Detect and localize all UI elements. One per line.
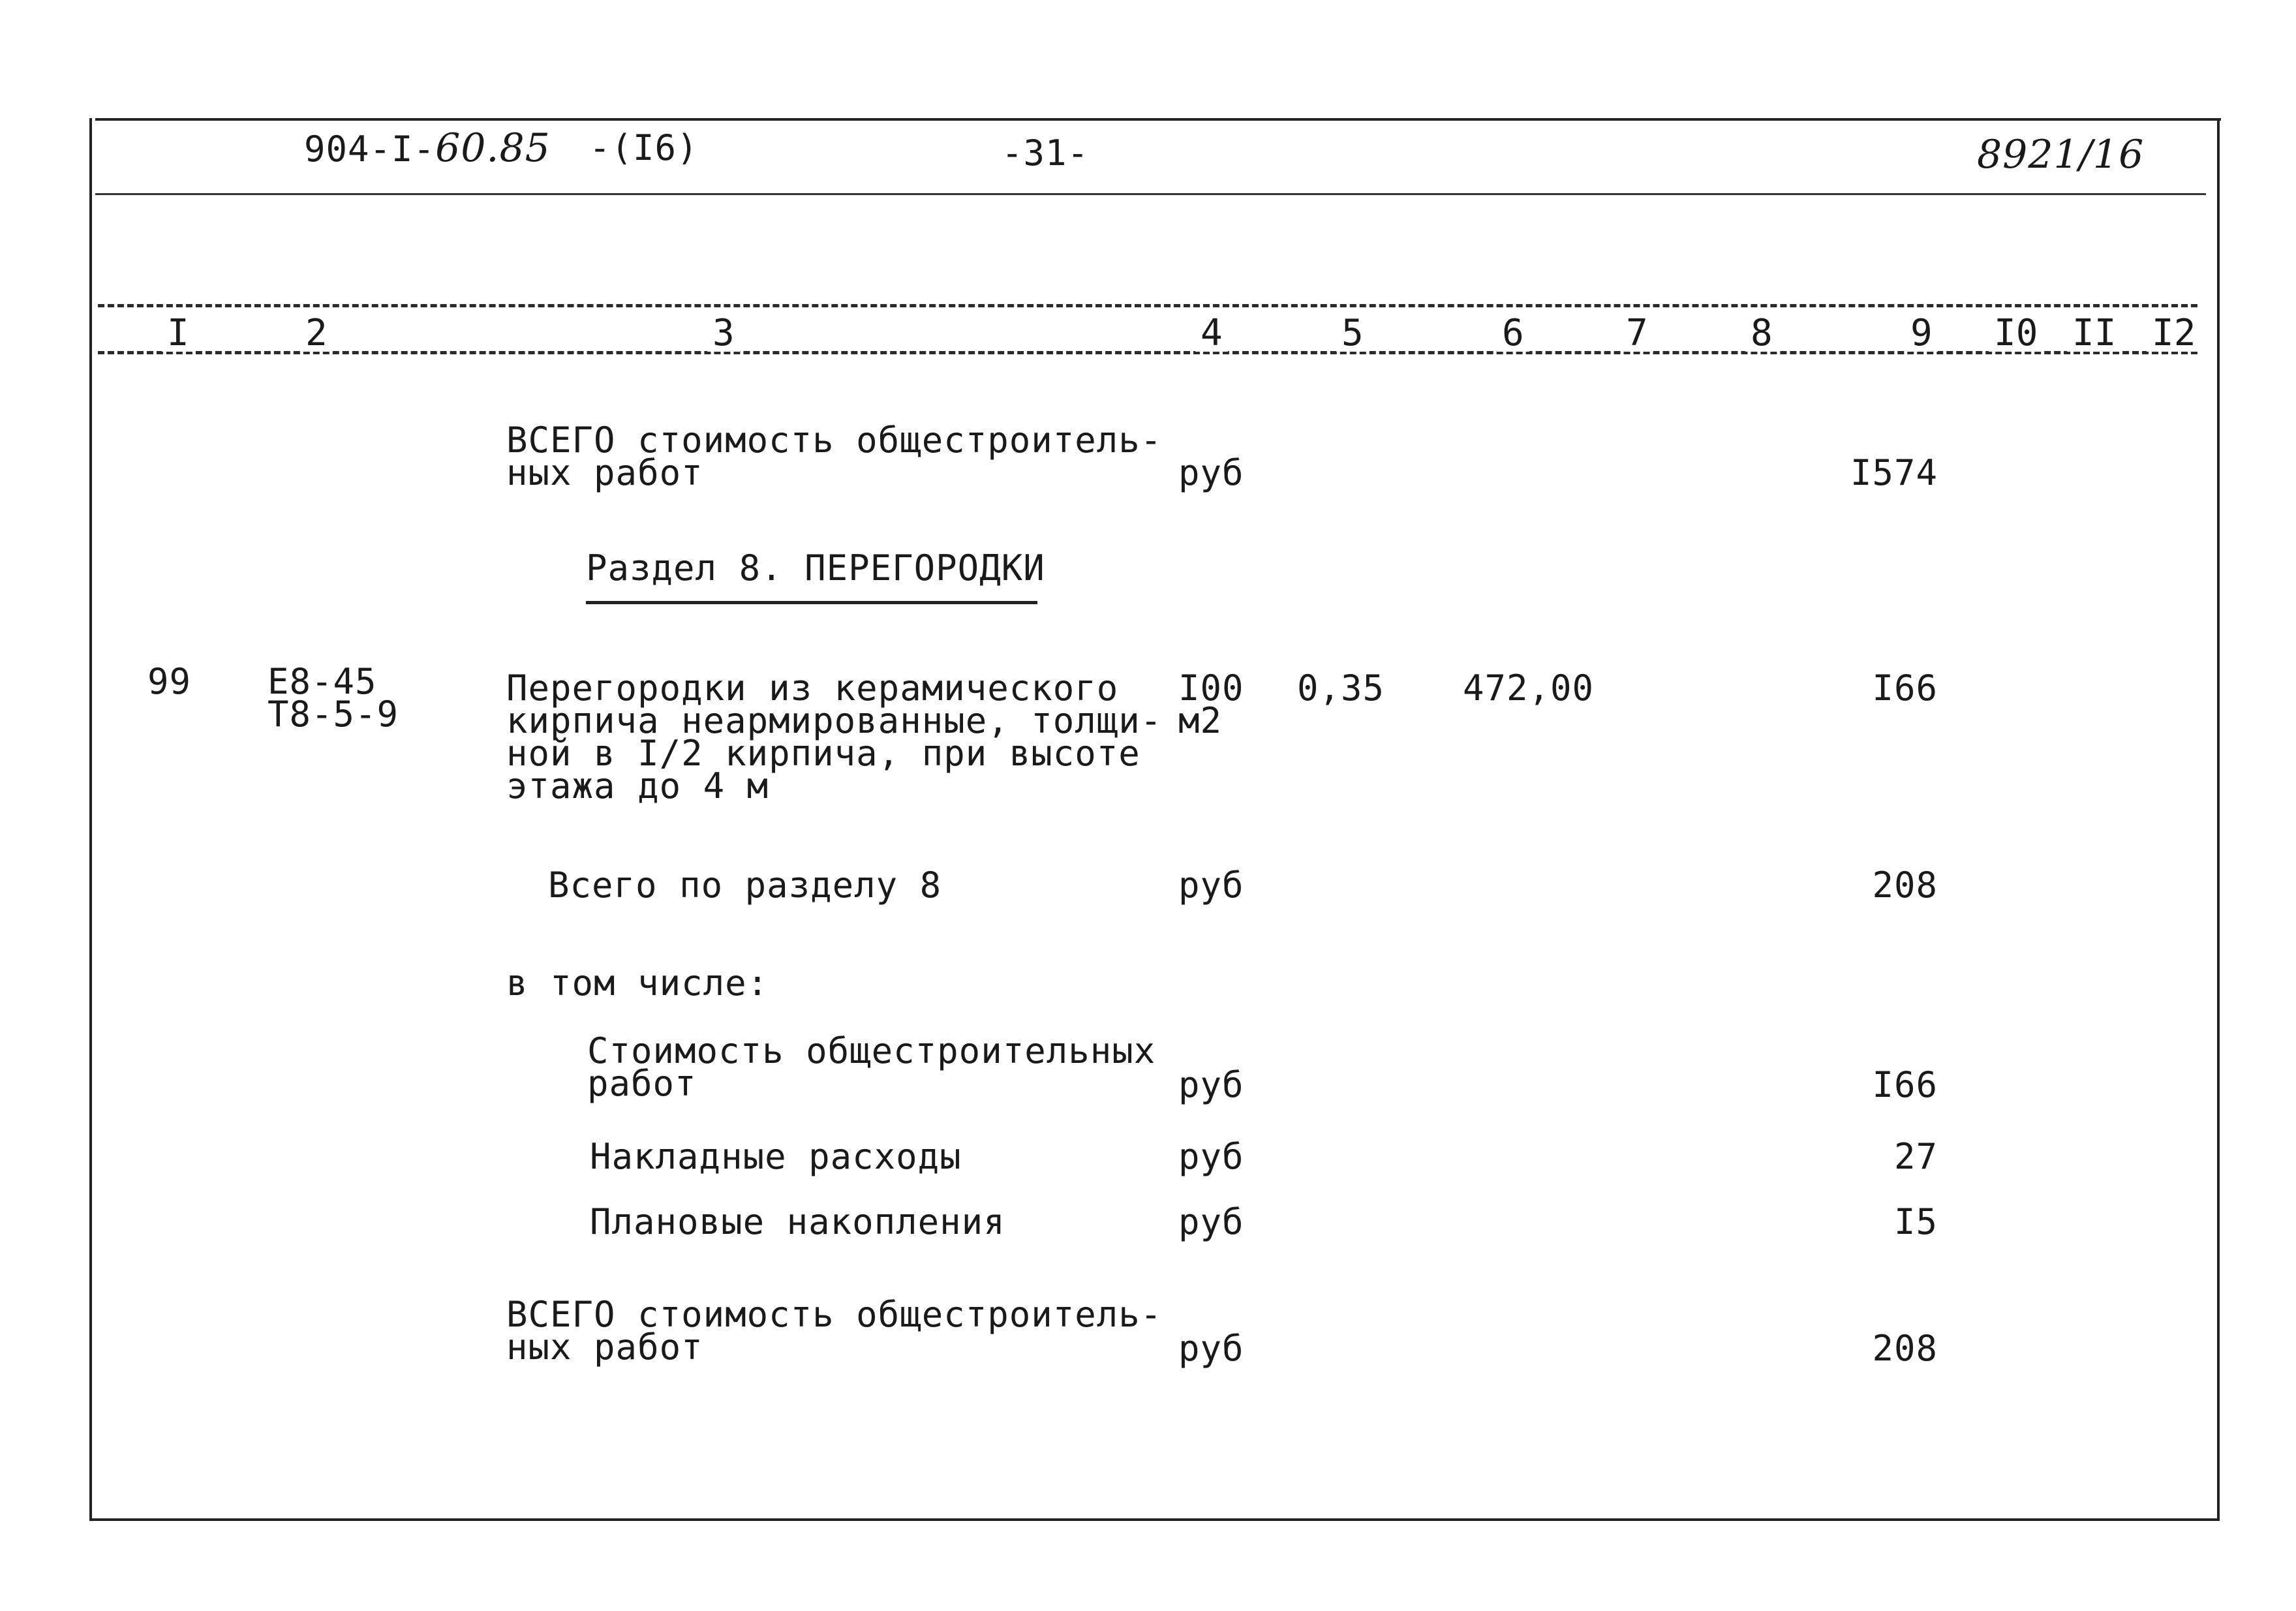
- section-total-unit: руб: [1178, 865, 1244, 906]
- item-99-number: 99: [147, 661, 192, 702]
- inventory-number: 8921/16: [1977, 132, 2145, 177]
- item-99-code: Е8-45 Т8-5-9: [268, 661, 399, 735]
- column-number-12: I2: [2147, 315, 2201, 352]
- column-number-6: 6: [1497, 315, 1529, 352]
- total-prev-col9: I574: [1850, 452, 1938, 493]
- sub-overhead-col9: 27: [1893, 1136, 1938, 1177]
- total-final-description: ВСЕГО стоимость общестроитель- ных работ: [506, 1294, 1163, 1368]
- total-final-unit: руб: [1178, 1328, 1244, 1369]
- section-title: Раздел 8. ПЕРЕГОРОДКИ: [586, 547, 1045, 589]
- column-number-11: II: [2067, 315, 2121, 352]
- item-99-col5: 0,35: [1297, 667, 1385, 709]
- doc-code-printed: 904-I-: [304, 129, 436, 170]
- section-total-col9: 208: [1872, 865, 1938, 906]
- item-99-col6: 472,00: [1463, 667, 1595, 709]
- sub-planned-description: Плановые накопления: [590, 1201, 1005, 1242]
- sub-planned-unit: руб: [1178, 1201, 1244, 1242]
- frame-top-border: [95, 118, 2221, 121]
- section-total-description: Всего по разделу 8: [548, 865, 942, 906]
- column-number-7: 7: [1621, 315, 1653, 352]
- sub-construction-col9: I66: [1872, 1064, 1938, 1105]
- doc-code: [304, 125, 551, 171]
- sub-construction-description: Стоимость общестроительных работ: [587, 1030, 1156, 1104]
- frame-bottom-border: [89, 1518, 2220, 1521]
- frame-left-border: [89, 118, 92, 1521]
- sub-overhead-unit: руб: [1178, 1136, 1244, 1177]
- including-label: в том числе:: [506, 962, 769, 1004]
- column-number-1: I: [162, 315, 194, 352]
- frame-right-border: [2217, 118, 2220, 1521]
- sub-overhead-description: Накладные расходы: [590, 1136, 962, 1177]
- column-header-top-rule: [98, 304, 2197, 307]
- header-rule: [95, 193, 2206, 195]
- doc-suffix: -(I6): [589, 127, 699, 168]
- total-prev-unit: руб: [1178, 452, 1244, 493]
- total-prev-description: ВСЕГО стоимость общестроитель- ных работ: [506, 420, 1163, 493]
- item-99-unit: I00 м2: [1178, 667, 1244, 741]
- column-number-3: 3: [707, 315, 740, 352]
- column-number-2: 2: [300, 315, 333, 352]
- sub-planned-col9: I5: [1893, 1201, 1938, 1242]
- section-title-underline: [586, 601, 1037, 604]
- column-number-4: 4: [1195, 315, 1228, 352]
- item-99-description: Перегородки из керамического кирпича неармированные, толщи- ной в I/2 кирпича, при высоте этажа до 4 м: [506, 667, 1163, 806]
- column-number-5: 5: [1336, 315, 1369, 352]
- column-number-9: 9: [1905, 315, 1938, 352]
- doc-code-handwritten: 60.85: [435, 125, 551, 171]
- total-final-col9: 208: [1872, 1328, 1938, 1369]
- sub-construction-unit: руб: [1178, 1064, 1244, 1105]
- column-header-bottom-rule: [98, 351, 2197, 354]
- column-number-8: 8: [1745, 315, 1778, 352]
- item-99-col9: I66: [1872, 667, 1938, 709]
- page-number: -31-: [1002, 132, 1090, 174]
- column-number-10: I0: [1989, 315, 2043, 352]
